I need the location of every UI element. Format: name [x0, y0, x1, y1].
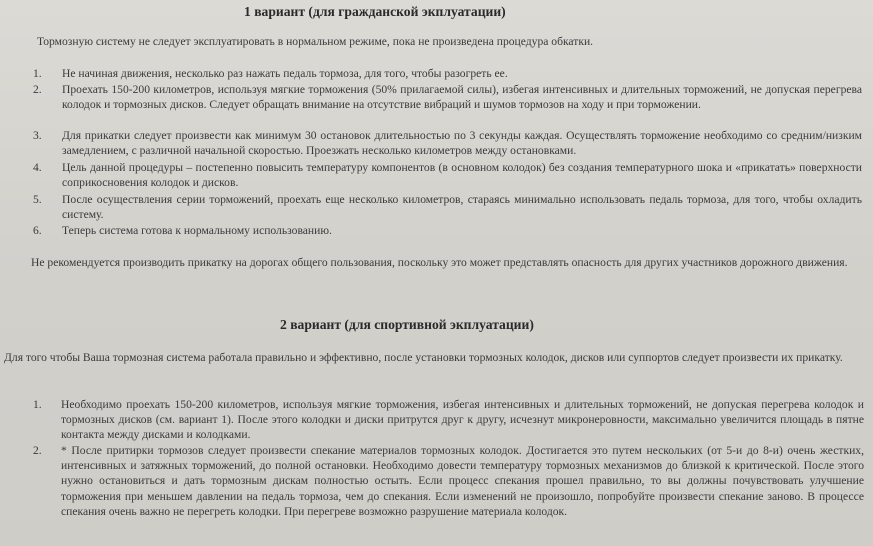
list-text: * После притирки тормозов следует произвести спекание материалов тормозных колодок. Достигается это путем нескольких (от 5-и до 8-и) очень жестких, интенсивных и затяжных торможений, до полной остановки. Необходимо довести температуру тормозных механизмов до близкой к критической. После этого нужно остановиться и дать тормозным дискам полностью остыть. Если процесс спекания прошел правильно, то вы должны почувствовать улучшение торможения при меньшем давлении на педаль тормоза, чем до спекания. Если изменений не произошло, попробуйте произвести спекание заново. В процессе спекания очень важно не перегреть колодки. При перегреве возможно разрушение материала колодок. — [61, 444, 864, 518]
list-text: После осуществления серии торможений, проехать еще несколько километров, стараясь минимально использовать педаль тормоза, для того, чтобы охладить систему. — [62, 193, 862, 222]
section1-heading: 1 вариант (для гражданской экплуатации) — [244, 4, 506, 19]
list-number: 3. — [33, 129, 42, 142]
list-number: 1. — [33, 67, 42, 80]
list-number: 6. — [33, 224, 42, 237]
list-text: Теперь система готова к нормальному использованию. — [62, 224, 332, 237]
list-text: Для прикатки следует произвести как минимум 30 остановок длительностью по 3 секунды каждая. Осуществлять торможение необходимо со средним/низким замедлением, с различной начальной скоростью. Проезжать несколько километров между остановками. — [62, 129, 862, 158]
list-number: 2. — [33, 83, 42, 96]
list-number: 4. — [33, 161, 42, 174]
section1-intro: Тормозную систему не следует эксплуатировать в нормальном режиме, пока не произведена процедура обкатки. — [37, 35, 594, 48]
list-text: Необходимо проехать 150-200 километров, используя мягкие торможения, избегая интенсивных и длительных торможений, не допуская перегрева колодок и тормозных дисков (см. вариант 1). После этого колодки и диски притрутся друг к другу, исчезнут микронеровности, максимально увеличится площадь в пятне контакта между дисками и колодками. — [61, 398, 864, 442]
list-number: 2. — [33, 444, 42, 457]
list-number: 5. — [33, 193, 42, 206]
section1-warning: Не рекомендуется производить прикатку на дорогах общего пользования, поскольку это может представлять опасность для других участников дорожного движения. — [31, 256, 848, 269]
section2-intro: Для того чтобы Ваша тормозная система работала правильно и эффективно, после установки тормозных колодок, дисков или суппортов следует произвести их прикатку. — [4, 351, 843, 364]
list-number: 1. — [33, 398, 42, 411]
section2-heading: 2 вариант (для спортивной экплуатации) — [280, 317, 534, 332]
list-text: Проехать 150-200 километров, используя мягкие торможения (50% прилагаемой силы), избегая интенсивных и длительных торможений, не допуская перегрева колодок и тормозных дисков. Следует обращать внимание на отсутствие вибраций и шумов тормозов на ходу и при торможении. — [62, 83, 862, 112]
list-text: Не начиная движения, несколько раз нажать педаль тормоза, для того, чтобы разогреть ее. — [62, 67, 508, 80]
list-text: Цель данной процедуры – постепенно повысить температуру компонентов (в основном колодок) без создания температурного шока и «прикатать» поверхности соприкосновения колодок и дисков. — [62, 161, 862, 190]
